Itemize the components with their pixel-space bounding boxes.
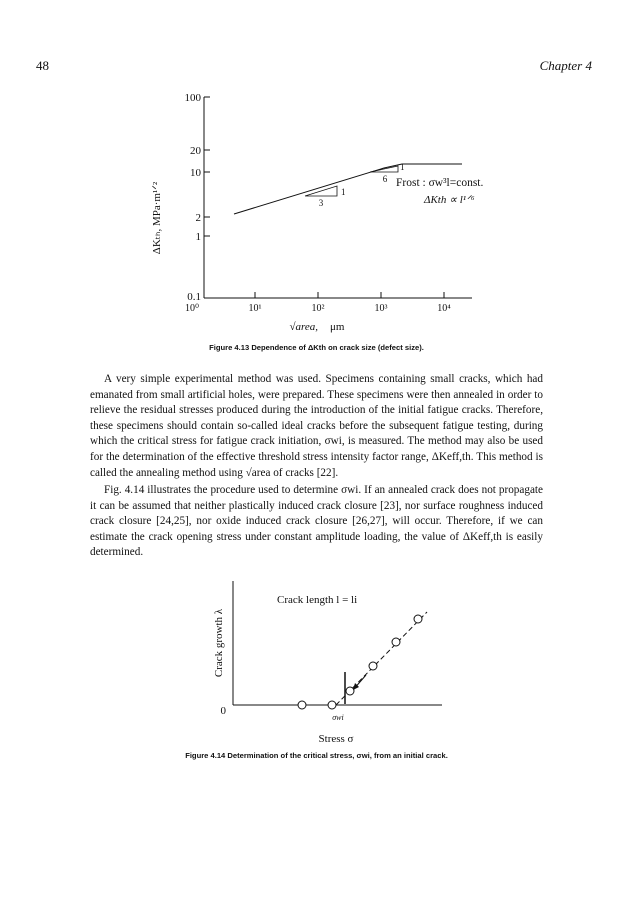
slope2-run-label: 6 bbox=[382, 174, 388, 184]
fig14-point bbox=[346, 687, 354, 695]
fig14-point bbox=[328, 701, 336, 709]
fig14-sigma-label: σwi bbox=[332, 713, 344, 722]
fig14-origin-label: 0 bbox=[220, 705, 226, 717]
frost-annotation: Frost : σw³l=const. bbox=[396, 177, 484, 189]
y-tick-label: 2 bbox=[195, 212, 201, 224]
figure-4-13-caption: Figure 4.13 Dependence of ΔKth on crack size (defect size). bbox=[209, 343, 424, 352]
x-tick-label: 10¹ bbox=[248, 303, 262, 314]
threshold-curve bbox=[234, 164, 462, 214]
y-tick-label: 1 bbox=[195, 231, 201, 243]
fig14-x-axis-label: Stress σ bbox=[318, 733, 354, 745]
paragraph-1: A very simple experimental method was used. Specimens containing small cracks, which had emanated from small artificial holes, were prepared. These specimens were then annealed in order to relieve the residual stresses produced during the introduction of the initial fatigue cracks. Therefore, these specimens should contain so-called ideal cracks before the subsequent fatigue testing, during which the critical stress for fatigue crack initiation, σwi, is measured. The method may also be used for the determination of the effective threshold stress intensity factor range, ΔKeff,th. This method is called the annealing method using √area of cracks [22]. bbox=[90, 373, 543, 479]
chapter-title: Chapter 4 bbox=[539, 58, 592, 73]
fig14-point bbox=[392, 638, 400, 646]
proportionality-annotation: ΔKth ∝ l¹ᐟ⁶ bbox=[424, 194, 475, 206]
fig14-y-axis-label: Crack growth λ bbox=[213, 608, 225, 678]
slope-run-label: 3 bbox=[318, 198, 324, 208]
fig14-annotation: Crack length l = li bbox=[277, 594, 358, 606]
slope2-rise-label: 1 bbox=[400, 162, 405, 172]
fig14-point bbox=[369, 662, 377, 670]
paragraph-2: Fig. 4.14 illustrates the procedure used to determine σwi. If an annealed crack does not propagate it can be assumed that neither plastically induced crack closure [23], nor surface roughness induced crack closure [24,25], nor oxide induced crack closure [26,27], will occur. Therefore, if we can estimate the crack opening stress under constant amplitude loading, the value of ΔKeff,th is easily determined. bbox=[90, 484, 543, 559]
y-axis-label: ΔKₜₕ, MPa·m¹ᐟ² bbox=[151, 181, 163, 255]
x-axis-label-sqrt: √area, bbox=[289, 321, 318, 333]
y-tick-label: 100 bbox=[184, 92, 201, 104]
x-tick-label: 10⁰ bbox=[184, 303, 200, 314]
fig14-point bbox=[414, 615, 422, 623]
x-axis-label-unit: μm bbox=[330, 321, 345, 333]
slope-triangle-1-6 bbox=[370, 166, 398, 172]
y-tick-label: 10 bbox=[190, 167, 201, 179]
x-tick-label: 10⁴ bbox=[437, 303, 451, 314]
y-tick-label: 20 bbox=[190, 145, 201, 157]
slope-rise-label: 1 bbox=[341, 187, 346, 197]
page-number: 48 bbox=[36, 58, 49, 73]
fig14-point bbox=[298, 701, 306, 709]
figure-4-14-caption: Figure 4.14 Determination of the critical stress, σwi, from an initial crack. bbox=[185, 751, 448, 760]
y-tick-label: 0.1 bbox=[187, 291, 201, 303]
x-tick-label: 10³ bbox=[374, 303, 388, 314]
x-tick-label: 10² bbox=[311, 303, 325, 314]
